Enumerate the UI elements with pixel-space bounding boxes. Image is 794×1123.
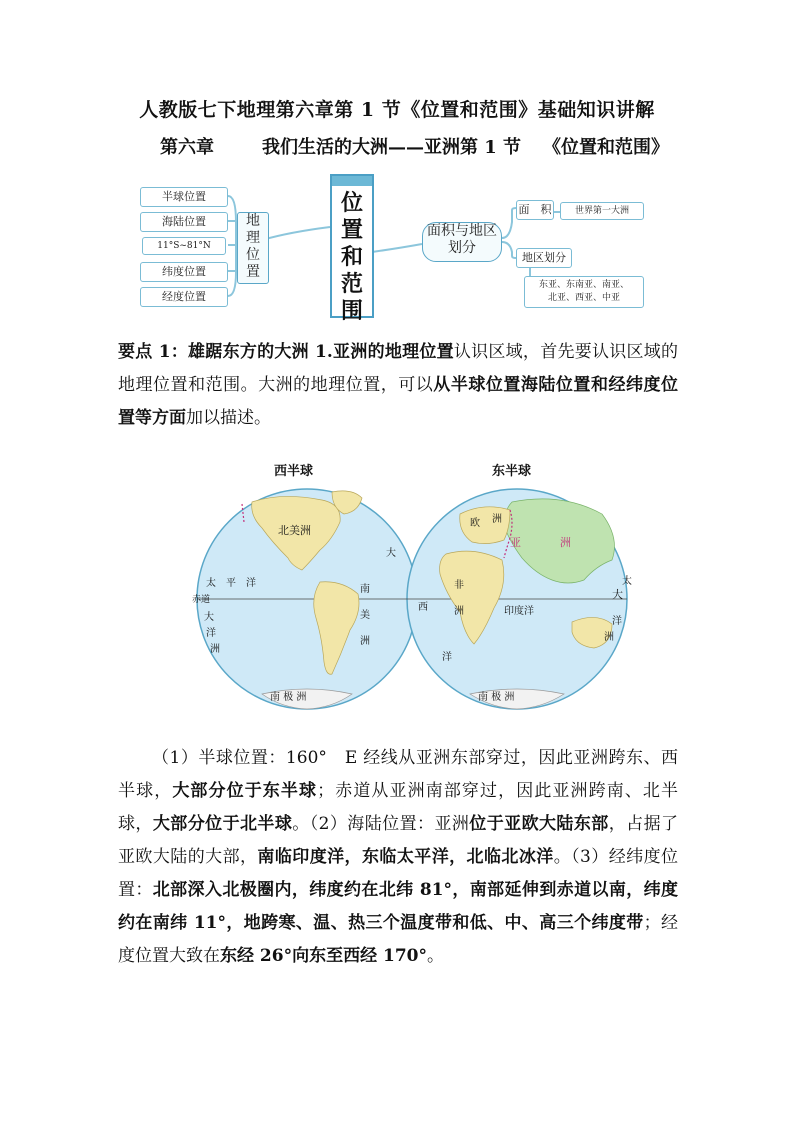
chapter-name: 我们生活的大洲——亚洲第 1 节: [262, 137, 522, 158]
body-p1l: 东经 26°向东至西经 170°: [220, 946, 427, 966]
label-asia-1: 亚: [510, 536, 521, 549]
body-p1j: 北部深入北极圈内，纬度约在北纬 81°，南部延伸到赤道以南，纬度约在南纬 11°，地跨寒、温、热三个温度带和低、中、高三个纬度带: [118, 880, 679, 933]
body-p1h: 南临印度洋，东临太平洋，北临北冰洋: [257, 847, 554, 867]
point1-lead2: 亚洲的地理位置: [332, 342, 454, 362]
body-p1f: 位于亚欧大陆东部: [469, 814, 609, 834]
label-south-america-3: 洲: [360, 636, 370, 647]
body-p1i: 。（3）经纬度位置：: [118, 847, 678, 900]
point1-text1: 认识区域，首先要认识区域的地理位置和范围。大洲的地理位置，可以: [118, 342, 679, 395]
label-antarctica-east: 南 极 洲: [478, 692, 515, 703]
europe-shape: [460, 507, 510, 544]
label-europe-1: 欧: [470, 518, 480, 529]
label-south-america-1: 南: [360, 584, 370, 595]
label-africa-1: 非: [454, 580, 464, 591]
body-p1d: 大部分位于北半球: [152, 814, 293, 834]
branch-geographic-position: 地理位置: [237, 212, 269, 284]
body-p1c: ；赤道从亚洲南部穿过，因此亚洲跨南、北半球，: [118, 781, 679, 834]
label-west-2: 洋: [442, 652, 452, 663]
label-oceania-west-2: 洋: [206, 628, 216, 639]
item-land-sea-position: 海陆位置: [140, 212, 228, 232]
area-label: 面 积: [516, 200, 554, 220]
region-label: 地区划分: [516, 248, 572, 268]
label-oceania-west-3: 洲: [210, 644, 220, 655]
body-p1b: 大部分位于东半球: [172, 781, 318, 801]
label-atlantic-1: 大: [386, 548, 396, 559]
body-paragraph: [118, 742, 678, 973]
label-south-america-2: 美: [360, 610, 370, 621]
west-hemisphere-title: 西半球: [274, 464, 314, 479]
branch-area-regions: 面积与地区划分: [422, 222, 502, 262]
label-antarctica-west: 南 极 洲: [270, 692, 307, 703]
item-latitude-range: 11°S~81°N: [142, 237, 226, 255]
item-hemisphere-position: 半球位置: [140, 187, 228, 207]
body-p1m: 。: [426, 946, 444, 966]
point1-text2: 加以描述。: [186, 408, 271, 428]
region-note-line1: 东亚、东南亚、南亚、: [538, 280, 629, 290]
area-note: 世界第一大洲: [560, 202, 644, 220]
label-pacific-west: 太 平 洋: [206, 578, 256, 589]
center-topic-card: [330, 174, 374, 324]
section-name: 《位置和范围》: [543, 137, 669, 158]
label-pacific-east-1: 太: [622, 576, 632, 587]
east-hemisphere-title: 东半球: [492, 464, 532, 479]
chapter-label: 第六章: [160, 137, 214, 158]
label-africa-2: 洲: [454, 606, 464, 617]
hemisphere-map-svg: [192, 462, 632, 720]
label-oceania-east-1: 大: [612, 588, 623, 601]
body-p1g: ，占据了亚欧大陆的大部，: [118, 814, 679, 867]
label-europe-2: 洲: [492, 514, 502, 525]
region-note-line2: 北亚、西亚、中亚: [547, 293, 620, 303]
label-oceania-east-3: 洲: [604, 632, 614, 643]
document-title: 人教版七下地理第六章第 1 节《位置和范围》基础知识讲解: [139, 99, 655, 121]
body-p1a: （1）半球位置：160° E 经线从亚洲东部穿过，因此亚洲跨东、西半球，: [118, 748, 678, 801]
label-indian-ocean: 印度洋: [504, 606, 534, 617]
body-p1k: ；经度位置大致在: [118, 913, 679, 966]
label-oceania-east-2: 洋: [612, 616, 622, 627]
item-longitude-position: 经度位置: [140, 287, 228, 307]
point1-bold1: 从半球位置海陆位置和经纬度位置等方面: [118, 375, 679, 428]
body-p1e: 。（2）海陆位置：亚洲: [292, 814, 470, 834]
point1-lead: 要点 1：雄踞东方的大洲 1.: [118, 342, 333, 362]
mind-map: [140, 172, 660, 324]
region-note: [524, 276, 644, 308]
point1-paragraph: [118, 336, 678, 435]
label-equator: 赤道: [192, 595, 211, 605]
center-topic: 位置和范围: [340, 190, 363, 324]
label-asia-2: 洲: [560, 536, 571, 549]
label-north-america: 北美洲: [278, 524, 311, 537]
label-oceania-west-1: 大: [204, 612, 214, 623]
label-west-1: 西: [418, 602, 428, 613]
hemisphere-map: [192, 462, 632, 720]
center-card-band: [332, 176, 372, 186]
item-latitude-position: 纬度位置: [140, 262, 228, 282]
